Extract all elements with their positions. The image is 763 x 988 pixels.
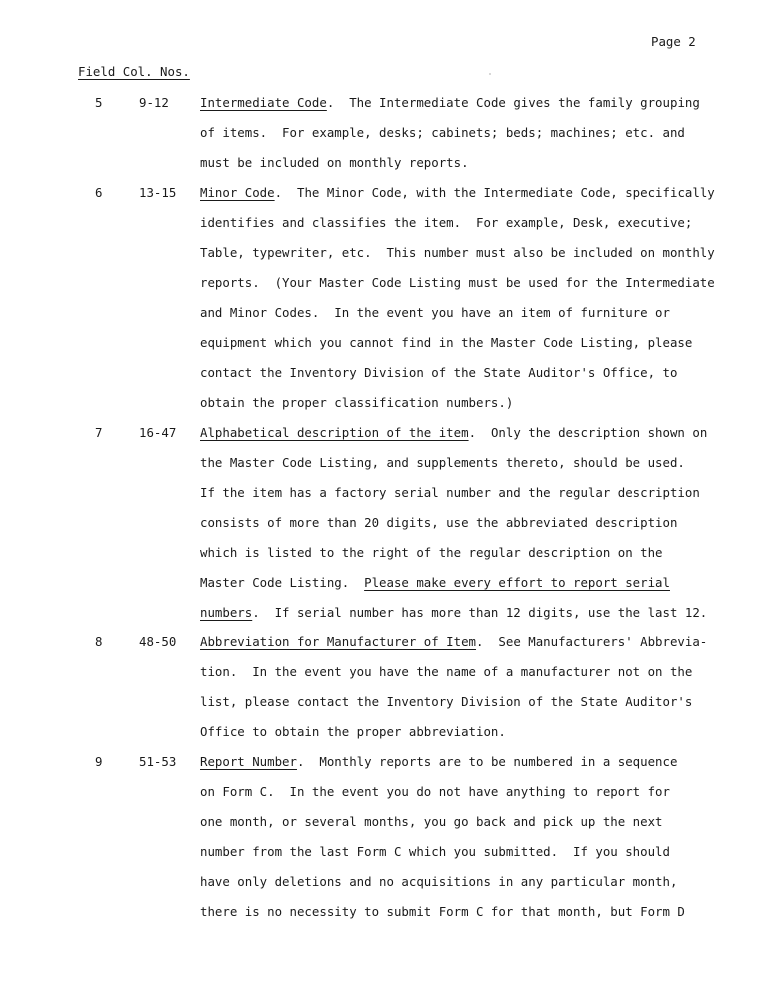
description-line	[200, 455, 730, 485]
text-run: have only deletions and no acquisitions in any particular month,	[200, 874, 678, 889]
description-line	[200, 634, 730, 664]
underlined-text: numbers	[200, 605, 253, 620]
field-number: 6	[95, 185, 103, 200]
underlined-text: Minor Code	[200, 185, 275, 200]
description-line	[200, 275, 730, 305]
description-line	[200, 844, 730, 874]
description-line	[200, 904, 730, 934]
description-line	[200, 605, 730, 635]
text-run: Table, typewriter, etc. This number must also be included on monthly	[200, 245, 715, 260]
text-run: . If serial number has more than 12 digits, use the last 12.	[252, 605, 708, 620]
column-numbers: 9-12	[139, 95, 169, 110]
text-run: . Monthly reports are to be numbered in a sequence	[296, 754, 678, 769]
text-run: Master Code Listing.	[200, 575, 365, 590]
text-run: . The Minor Code, with the Intermediate Code, specifically	[274, 185, 715, 200]
text-run: list, please contact the Inventory Division of the State Auditor's	[200, 694, 693, 709]
field-number: 8	[95, 634, 103, 649]
description-line	[200, 545, 730, 575]
text-run: reports. (Your Master Code Listing must be used for the Intermediate	[200, 275, 715, 290]
description-line	[200, 305, 730, 335]
field-description	[200, 754, 730, 934]
underlined-text: Alphabetical description of the item	[200, 425, 469, 440]
description-line	[200, 515, 730, 545]
column-numbers: 13-15	[139, 185, 177, 200]
underlined-text: Report Number	[200, 754, 297, 769]
description-line	[200, 125, 730, 155]
text-run: Office to obtain the proper abbreviation.	[200, 724, 506, 739]
scan-dot	[489, 73, 491, 75]
field-number: 7	[95, 425, 103, 440]
text-run: of items. For example, desks; cabinets; beds; machines; etc. and	[200, 125, 685, 140]
text-run: on Form C. In the event you do not have anything to report for	[200, 784, 670, 799]
description-line	[200, 335, 730, 365]
description-line	[200, 694, 730, 724]
description-line	[200, 485, 730, 515]
description-line	[200, 724, 730, 754]
text-run: tion. In the event you have the name of a manufacturer not on the	[200, 664, 693, 679]
description-line	[200, 245, 730, 275]
text-run: If the item has a factory serial number and the regular description	[200, 485, 700, 500]
description-line	[200, 664, 730, 694]
description-line	[200, 874, 730, 904]
column-numbers: 16-47	[139, 425, 177, 440]
description-line	[200, 425, 730, 455]
column-numbers: 48-50	[139, 634, 177, 649]
field-description	[200, 185, 730, 425]
description-line	[200, 185, 730, 215]
text-run: which is listed to the right of the regular description on the	[200, 545, 663, 560]
text-run: . See Manufacturers' Abbrevia-	[476, 634, 708, 649]
description-line	[200, 784, 730, 814]
text-run: obtain the proper classification numbers.)	[200, 395, 514, 410]
text-run: equipment which you cannot find in the Master Code Listing, please	[200, 335, 693, 350]
description-line	[200, 215, 730, 245]
text-run: identifies and classifies the item. For example, Desk, executive;	[200, 215, 693, 230]
description-line	[200, 575, 730, 605]
field-description	[200, 634, 730, 754]
field-description	[200, 425, 730, 635]
description-line	[200, 95, 730, 125]
field-number: 5	[95, 95, 103, 110]
description-line	[200, 155, 730, 185]
page-number: Page 2	[651, 34, 696, 49]
text-run: consists of more than 20 digits, use the abbreviated description	[200, 515, 678, 530]
text-run: . The Intermediate Code gives the family grouping	[326, 95, 700, 110]
underlined-text: Please make every effort to report serial	[364, 575, 670, 590]
text-run: must be included on monthly reports.	[200, 155, 469, 170]
underlined-text: Intermediate Code	[200, 95, 327, 110]
text-run: . Only the description shown on	[468, 425, 708, 440]
description-line	[200, 365, 730, 395]
text-run: one month, or several months, you go back and pick up the next	[200, 814, 663, 829]
column-numbers: 51-53	[139, 754, 177, 769]
field-description	[200, 95, 730, 185]
underlined-text: Abbreviation for Manufacturer of Item	[200, 634, 477, 649]
text-run: number from the last Form C which you submitted. If you should	[200, 844, 670, 859]
text-run: contact the Inventory Division of the State Auditor's Office, to	[200, 365, 678, 380]
field-number: 9	[95, 754, 103, 769]
text-run: the Master Code Listing, and supplements thereto, should be used.	[200, 455, 685, 470]
text-run: and Minor Codes. In the event you have an item of furniture or	[200, 305, 670, 320]
description-line	[200, 395, 730, 425]
text-run: there is no necessity to submit Form C for that month, but Form D	[200, 904, 685, 919]
description-line	[200, 754, 730, 784]
description-line	[200, 814, 730, 844]
column-header: Field Col. Nos.	[78, 64, 190, 79]
